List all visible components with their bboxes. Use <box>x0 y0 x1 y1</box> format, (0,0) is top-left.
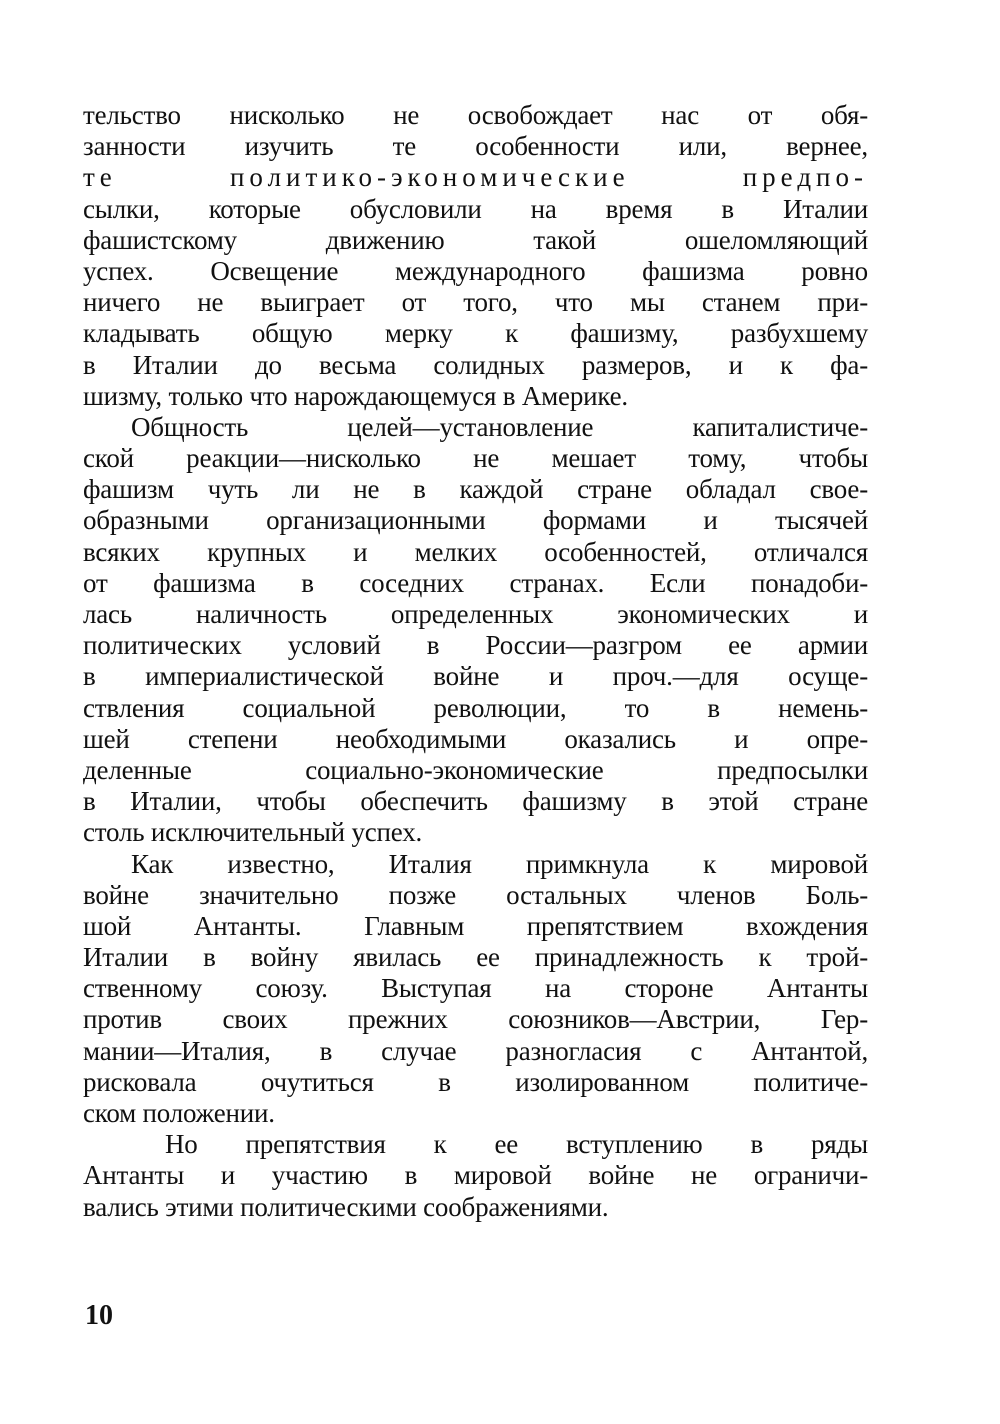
text-line: Общность целей—установление капиталистиче- <box>131 411 868 442</box>
text-line: тельство нисколько не освобождает нас от обя- <box>83 100 868 130</box>
text-line: всяких крупных и мелких особенностей, отличался <box>83 536 868 567</box>
text-line: в империалистической войне и проч.—для осуще- <box>83 661 868 692</box>
text-line: войне значительно позже остальных членов Боль- <box>83 879 868 910</box>
text-line: Как известно, Италия примкнула к мировой <box>131 848 868 879</box>
text-line: рисковала очутиться в изолированном политиче- <box>83 1066 868 1097</box>
text-line: политических условий в России—разгром ее армии <box>83 630 868 661</box>
text-line: ствления социальной революции, то в немень- <box>83 692 868 723</box>
text-line: лась наличность определенных экономических и <box>83 599 868 629</box>
paragraph-2 <box>83 412 868 849</box>
text-line: занности изучить те особенности или, вернее, <box>83 131 868 162</box>
text-line: в Италии, чтобы обеспечить фашизму в этой стране <box>83 786 868 817</box>
text-line: от фашизма в соседних странах. Если понадоби- <box>83 567 868 598</box>
text-line: шей степени необходимыми оказались и опре- <box>83 723 868 754</box>
text-line: ничего не выиграет от того, что мы станем при- <box>83 287 868 318</box>
text-line: деленные социально-экономические предпосылки <box>83 754 868 785</box>
text-line: шизму, только что нарождающемуся в Америке. <box>83 380 628 411</box>
text-line: Италии в войну явилась ее принадлежность к трой- <box>83 942 868 973</box>
text-line: Но препятствия к ее вступлению в ряды <box>165 1129 868 1160</box>
text-line: ском положении. <box>83 1098 275 1128</box>
text-line: в Италии до весьма солидных размеров, и к фа- <box>83 349 868 380</box>
text-line: кладывать общую мерку к фашизму, разбухшему <box>83 318 868 349</box>
text-line: Антанты и участию в мировой войне не ограничи- <box>83 1160 868 1191</box>
text-line: сылки, которые обусловили на время в Италии <box>83 193 868 224</box>
paragraph-3 <box>83 849 868 1130</box>
text-line: ской реакции—нисколько не мешает тому, чтобы <box>83 443 868 474</box>
text-line: фашистскому движению такой ошеломляющий <box>83 224 868 255</box>
paragraph-1 <box>83 100 868 412</box>
text-line: шой Антанты. Главным препятствием вхождения <box>83 910 868 941</box>
text-line-spaced: те политико-экономические предпо- <box>83 162 868 193</box>
page-number: 10 <box>85 1300 113 1331</box>
text-line: вались этими политическими соображениями. <box>83 1191 609 1222</box>
text-line: ственному союзу. Выступая на стороне Антанты <box>83 973 868 1004</box>
text-line: образными организационными формами и тысячей <box>83 505 868 536</box>
text-line: фашизм чуть ли не в каждой стране обладал свое- <box>83 474 868 505</box>
text-line: успех. Освещение международного фашизма ровно <box>83 255 868 286</box>
text-line: мании—Италия, в случае разногласия с Антантой, <box>83 1035 868 1066</box>
text-line: столь исключительный успех. <box>83 817 423 848</box>
paragraph-4 <box>83 1129 868 1223</box>
page-body <box>83 100 868 1223</box>
text-line: против своих прежних союзников—Австрии, Гер- <box>83 1004 868 1035</box>
